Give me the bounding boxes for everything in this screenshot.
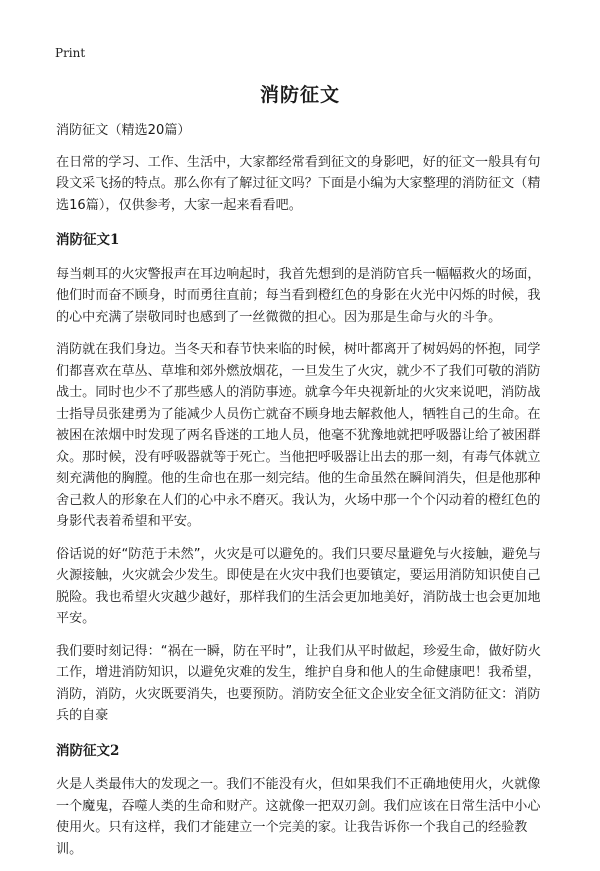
section-heading: 消防征文1: [56, 232, 120, 248]
section-heading: 消防征文2: [56, 742, 120, 759]
paragraph: 俗话说的好“防范于未然”，火灾是可以避免的。我们只要尽量避免与火接触，避免与火源接触，火灾就会少发生。即使是在火灾中我们也要镇定，要运用消防知识使自己脱险。我也希望火灾越少越好，那样我们的生活会更加地美好，消防战士也会更加地平安。: [56, 546, 541, 626]
paragraph: 火是人类最伟大的发现之一。我们不能没有火，但如果我们不正确地使用火，火就像一个魔鬼，吞噬人类的生命和财产。这就像一把双刃剑。我们应该在日常生活中小心使用火。只有这样，我们才能建立一个完美的家。让我告诉你一个我自己的经验教训。: [56, 777, 541, 857]
intro-paragraph: 在日常的学习、工作、生活中，大家都经常看到征文的身影吧，好的征文一般具有句段文采飞扬的特点。那么你有了解过征文吗？下面是小编为大家整理的消防征文（精选16篇），仅供参考，大家一起来看看吧。: [56, 154, 541, 213]
document-subtitle: 消防征文（精选20篇）: [56, 123, 191, 138]
print-link[interactable]: Print: [55, 46, 86, 60]
document-body: [56, 120, 550, 871]
paragraph: 每当刺耳的火灾警报声在耳边响起时，我首先想到的是消防官兵一幅幅救火的场面，他们时而奋不顾身，时而勇往直前；每当看到橙红色的身影在火光中闪烁的时候，我的心中充满了崇敬同时也感到了一丝微微的担心。因为那是生命与火的斗争。: [56, 266, 541, 325]
paragraph: 消防就在我们身边。当冬天和春节快来临的时候，树叶都离开了树妈妈的怀抱，同学们都喜欢在草丛、草堆和郊外燃放烟花，一旦发生了火灾，就少不了我们可敬的消防战士。同时也少不了那些感人的消防事迹。就拿今年央视新址的火灾来说吧，消防战士指导员张建勇为了能减少人员伤亡就奋不顾身地去解救他人，牺牲自己的生命。在被困在浓烟中时发现了两名昏迷的工地人员，他毫不犹豫地就把呼吸器让给了被困群众。那时候，没有呼吸器就等于死亡。当他把呼吸器让出去的那一刻，有毒气体就立刻充满他的胸膛。他的生命也在那一刻完结。他的生命虽然在瞬间消失，但是他那种舍己救人的形象在人们的心中永不磨灭。我认为，火场中那一个个闪动着的橙红色的身影代表着希望和平安。: [56, 342, 541, 529]
document-title: 消防征文: [259, 84, 340, 106]
paragraph: 我们要时刻记得：“祸在一瞬，防在平时”，让我们从平时做起，珍爱生命，做好防火工作，增进消防知识，以避免灾难的发生，维护自身和他人的生命健康吧！我希望，消防，消防，火灾既要消失，也要预防。消防安全征文企业安全征文消防征文：消防兵的自豪: [56, 643, 541, 723]
